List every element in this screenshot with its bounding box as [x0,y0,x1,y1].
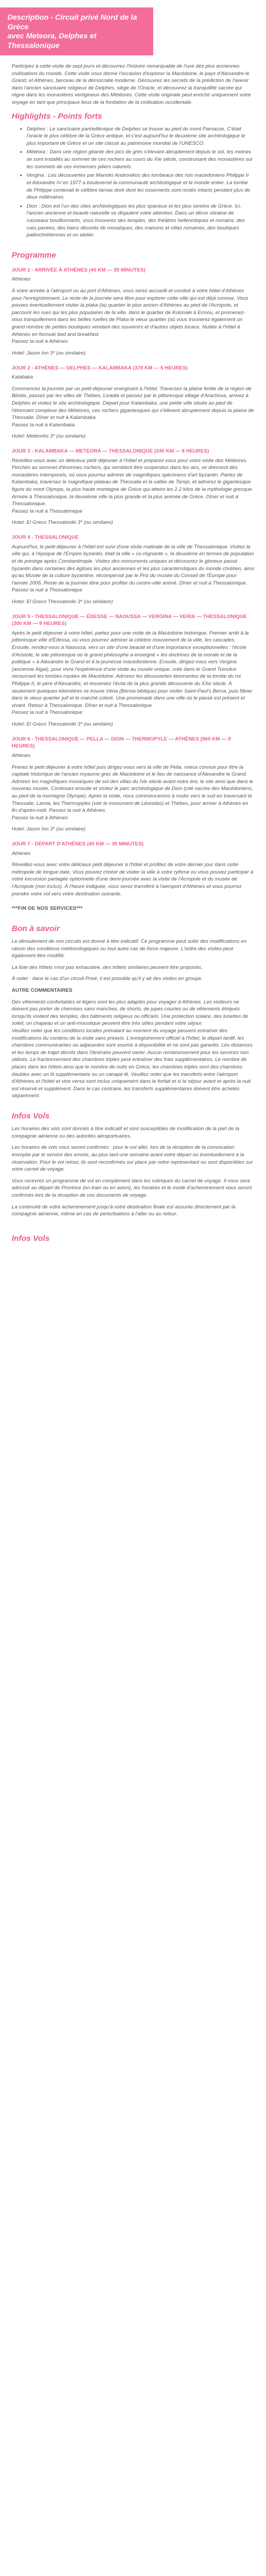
autres-commentaires-text: Des vêtements confortables et légers sont les plus adaptés pour voyager à Athènes. Les visiteurs ne doivent pas porter de chemises sans manches, de shorts, de jupes courtes ou de vêtements étriqués lorsqu'ils visitent des temples, des bâtiments religieux ou officiels. Une protection solaire, des lunettes de soleil, un chapeau et un anti-moustique peuvent être très utiles pendant votre séjour. Veuillez noter que les conditions locales prévalant au moment du voyage peuvent entraîner des modifications du contenu de la visite sans préavis. L'enregistrement officiel à l'hôtel, le départ tardif, les chambres communicantes ou adjacentes sont soumis à disponibilité et ne sont pas garantis. Les distances et les temps de trajet décrits dans l'itinéraire peuvent varier. Aucun remboursement pour les services non utilisés. Le fractionnement des chambres triples peut entraîner des frais supplémentaires. Le nombre de places dans les hôtels ainsi que le nombre de nuits en Grèce, les chambres triples sont des chambres doubles avec un lit supplémentaire ou un canapé-lit. Veuillez noter que les transferts entre l'aéroport d'Athènes et l'hôtel et vice versa sont inclus uniquement dans le forfait et si le séjour avant et après la nuit est réservé et supplément. Dans le cas contraire, les transferts supplémentaires doivent être achetés séparément. [12,999,253,1099]
day-description: Prenez le petit déjeuner à votre hôtel puis dirigez-vous vers la ville de Pella, mieux connue pour être la capitale historique de l'ancien royaume grec de Macédoine et le lieu de naissance d'Alexandre le Grand. Admirez les magnifiques mosaïques de sol des villas du IVe siècle avant notre ère, le site ainsi que dans le nouveau musée. Continuez ensuite et visitez le parc archéologique de Dion (cité sacrée des Macédoniens, au pied de la montagne Olympe). Après la visite, nous commencerons à rouler vers le sud en traversant la Thessalie, Lamia, les Thermopyles (voir le monument de Léonidas) et Thèbes, pour arriver à Athènes en fin d'après-midi. Passez la nuit à Athènes. Passez la nuit à Athènes [12,764,253,821]
day-place: Athènes [12,850,31,857]
main-content [0,55,266,1244]
highlights-list [12,126,254,239]
intro-paragraph: Participez à cette visite de sept jours et découvrez l'histoire remarquable de l'une des plus anciennes civilisations du monde. Cette visite vous donne l'occasion d'explorer la Macédoine, le pays d'Alexandre le Grand, et Athènes, berceau de la démocratie moderne. Découvrez les secrets de la prédiction de l'avenir dans l'ancien sanctuaire religieux de Delphes, siège de l'Oracle, et découvrez la tranquillité sacrée qui règne dans les monastères vertigineux des Météores. Cette visite originale peut enrichir uniquement votre voyage en tant que principaux lieux de la fondation de la civilisation occidentale. [12,63,251,106]
day-title: JOUR 2 - ATHÈNES — DELPHES — KALAMBAKA (378 KM — 5 HEURES) [12,365,188,371]
day-title: JOUR 3 - KALAMBAKA — METEORA — THESSALONIQUE (240 KM — 8 HEURES) [12,448,209,454]
footer-infos-vols-heading: Infos Vols [12,1233,50,1243]
day-description: Aujourd'hui, le petit-déjeuner à l'hôtel est suivi d'une visite matinale de la ville de Thessalonique. Visitez la ville qui, à l'époque de l'Empire byzantin, était la ville « co-régnante », la deuxième en termes de population et de prestige après Constantinople. Visitez des monuments uniques et découvrez le glorieux passé byzantin dans certaines des églises les plus anciennes et les plus caractéristiques du monde chrétien, ainsi qu'au Musée de la culture byzantine, récompensé par le Prix du musée du Conseil de l'Europe pour l'année 2005. Reste de la journée libre pour profiter du centre-ville animé. Dîner et nuit à Thessalonique. Passez la nuit à Thessalonique [12,544,254,594]
bon-paragraph: À noter : dans le cas d'un circuit Privé, il est possible qu'il y ait des visites en groupe. [12,976,203,982]
day-description: Après le petit déjeuner à votre hôtel, partez pour une visite de la Macédoine historique. Premier arrêt à la pittoresque ville d'Édessa, où vous pourrez admirer la célèbre mouvement de la ville, les cascades. Ensuite, rendez-vous à Naoussa, vers un site d'une beauté et d'une importance exceptionnelles : l'école d'Aristote, le site pittoresque où le grand philosophe a enseigné « les doctrines de la morale et de la politique » à Alexandre le Grand et à la jeunesse macédonienne. Ensuite, dirigez-vous vers Vergina (ancienne Aigai), pour vivre l'expérience d'une visite au musée unique, créé dans le Grand Tumulus recouvrant les tombes royales de Macédoine. Admirez les découvertes étonnantes de la tombe du roi Philippe II, le père d'Alexandre, et ressentez l'éclat de la plus grande découverte du XXe siècle. À seulement quelques kilomètres se trouve Véria (Béroia biblique) pour visiter Saint-Paul's Bema, puis flâner dans le vieux quartier juif et le marché coloré. Une promenade dans une ville où le passé est présent et vivant. Retour à Thessalonique. Dîner et nuit à Thessalonique. Passez la nuit à Thessalonique [12,630,253,716]
day-section [12,736,254,833]
highlight-item: • Vergina : Les découvertes par Manolis Andronikos des tombeaux des rois macédoniens Philippe II et Alexandre IV en 1977 a bouleversé la communauté archéologique et le monde entier. La tombe de Philippe contenait le célèbre larnax doré dont les ossements sont restés intacts pendant plus de deux millénaires. [27,172,254,201]
day-description: À votre arrivée à l'aéroport ou au port d'Athènes, vous serez accueilli et conduit à votre hôtel d'Athènes pour l'enregistrement. Le reste de la journée sera libre pour explorer cette ville qui est déjà connue. Vous pouvez éventuellement visiter la plaka (la) quartier le plus ancien d'Athènes au pied de l'Acropole, et parcourir les rues qui les plus populaires de la ville, dans le quartier de Kolonaki à Ermou, et promenez-vous tranquillement dans les belles ruelles de Plaka le vieux quartier (où vous trouverez également un grand nombre de petites boutiques vendant des souvenirs et d'autres objets locaux. Nuitée à l'hôtel à Athènes en formule bed and breakfast. Passez la nuit à Athènes [12,288,248,345]
day-section [12,534,254,605]
highlight-item: • Météora : Dans une région géante des pics de grès s'élevant abruptement depuis le sol, les moines se sont installés au sommet de ces rochers au cours du XIe siècle, construisant des monastères sur les sommets de ces immenses piliers naturels. [27,149,254,170]
day-title: JOUR 5 - THESSALONIQUE — ÉDESSE — NAOUSSA — VERGINA — VERIA — THESSALONIQUE (300 KM — 9 HEURES) [12,613,247,627]
programme-heading: Programme [12,250,56,260]
infos-paragraph: La continuité de votre acheminement jusqu'à votre destination finale est assurée directement par la compagnie aérienne, même en cas de perturbations à l'aller ou au retour. [12,1204,236,1217]
infos-paragraph: Vous recevrez un programme de vol en complément dans les rubriques du carnet de voyage. Il vous sera adressé au départ de Province (en train ou en avion), les horaires et le mode d'acheminement vous seront confirmés lors de la réception de vos documents de voyage. [12,1178,252,1198]
bon-paragraph: La liste des hôtels n'est pas exhaustive, des hôtels similaires peuvent être proposés. [12,964,203,970]
day-title: JOUR 6 - THESSALONIQUE — PELLA — DION — THERMOPYLE — ATHÈNES (560 KM — 9 HEURES) [12,736,231,750]
autres-commentaires-heading: AUTRE COMMENTAIRES [12,987,72,993]
day-description: Commencez la journée par un petit-déjeuner energisant à l'hôtel. Traversez la plaine fertile de la région de Béotie, passez par les villes de Thèbes, Livadia et passez par le pittoresque village d'Arachova, arrivez à Delphes et visitez le site archéologique. Départ pour Kalambaka, une petite ville située au pied de l'étonnant complexe des Météores, ces rochers gigantesques qui s'élèvent abruptement depuis la plaine de Thessalie. Dîner et nuit à Kalambaka. Passez la nuit à Kalambaka [12,385,254,428]
day-title: JOUR 7 - DÉPART D'ATHÈNES (40 KM — 35 MINUTES) [12,841,144,847]
day-section [12,841,254,898]
highlight-item: • Dion : Dion est l'un des sites archéologiques les plus spacieux et les plus sereins de Grèce. Ici, l'ancien ancienne et beauté naturelle se disputent votre attention. Dans un décor silvaine de ruisseaux bouillonnants, vous trouverez des temples, des théâtres hellénistiques et romains, des rues pavées, des bains décorés de mosaïques, des maisons et villas romaines, des boutiques paléochrétiennes et un atelier. [27,203,254,239]
infos-paragraph: Les horaires des vols sont donnés à titre indicatif et sont susceptibles de modification de la part de la compagnie aérienne ou des autorités aéroportuaires. [12,1126,239,1139]
infos-vols-heading: Infos Vols [12,1112,50,1121]
day-section [12,448,254,526]
day-place: Kalabaka [12,374,34,381]
day-description: Réveillez-vous avec votre délicieux petit déjeuner à l'hôtel et profitez de votre dernier jour dans cette métropole de longue date. Vous pouvez choisir de visiter la ville à votre rythme ou vous pouvez participer à notre excursion partagée optionnelle d'une demi-journée avec la visite de l'Acropole et du musée de l'Acropole (non inclus). À l'heure indiquée, vous serez transféré à l'aéroport d'Athènes et vous pourrez prendre votre vol vers votre destination suivante. [12,862,253,897]
highlights-heading: Highlights - Points forts [12,111,102,121]
day-title: JOUR 1 - ARRIVÉE À ATHÈNES (40 KM — 35 MINUTES) [12,267,146,273]
page [0,0,266,1248]
day-hotel: Hotel: El Greco Thessaloniki 3* (ou similaire) [12,520,113,526]
day-hotel: Hotel: El Greco Thessaloniki 3* (ou similaire) [12,598,113,605]
page-title-banner [0,7,153,55]
day-place: Athènes [12,276,31,283]
day-hotel: Hotel: Jason Inn 3* (ou similaire) [12,350,86,356]
day-hotel: Hotel: Jason Inn 3* (ou similaire) [12,826,86,833]
bon-a-savoir-heading: Bon à savoir [12,924,60,933]
day-hotel: Hotel: El Greco Thessaloniki 3* (ou similaire) [12,721,113,728]
day-title: JOUR 4 - THESSALONIQUE [12,534,79,541]
page-title-line-1: Description - Circuit privé Nord de la Grèce [7,13,137,31]
day-hotel: Hotel: Metéoritis 3* (ou similaire) [12,433,86,440]
day-place: Athènes [12,752,31,759]
highlight-item: • Delphes : Le sanctuaire panhellénique de Delphes se trouve au pied du mont Parnasse. C'était l'oracle le plus célèbre de la Grèce antique, et c'est aujourd'hui le deuxième site archéologique le plus important de Grèce et un site classé au patrimoine mondial de l'UNESCO. [27,126,254,147]
infos-paragraph: Les horaires de vols vous seront confirmés : pour le vol aller, lors de la réception de la convocation envoyée par le service des envois, au plus tard une semaine avant votre départ ou éventuellement à la réservation. Pour le vol retour, ils sont reconfirmés sur place par notre représentant ou sont disponibles sur votre carnet de voyage. [12,1145,253,1173]
end-of-services: ***FIN DE NOS SERVICES*** [12,906,83,912]
day-section [12,365,254,440]
bon-paragraph: Le déroulement de nos circuits est donné à titre indicatif. Ce programme peut subir des modifications en raison des conditions météorologiques ou tout autre cas de force majeure. L'ordre des visites peut également être modifié. [12,938,247,959]
day-section [12,267,254,357]
day-description: Réveillez-vous avec un délicieux petit déjeuner à l'hôtel et préparez-vous pour votre visite des Météores. Perchés au sommet d'énormes rochers, qui semblent être suspendus dans les airs, se dressent des monastères intemporels, où vous pourrez admirer de magnifiques spécimens d'art byzantin. Partez de Kalambaka, traversez le magnifique plateau de Thessalie et la vallée de Tempi, et admirez le gigantesque figure du mont Olympe, la plus haute montagne de Grèce qui atteint les 2.2 kilos de la mythologie grecque. Arrivée à Thessalonique, la deuxième ville la plus grande et la plus animée de Grèce. Dîner et nuit à Thessalonique. Passez la nuit à Thessalonique [12,457,253,514]
day-section [12,613,254,728]
page-title-line-2: avec Meteora, Delphes et Thessalonique [7,31,97,50]
